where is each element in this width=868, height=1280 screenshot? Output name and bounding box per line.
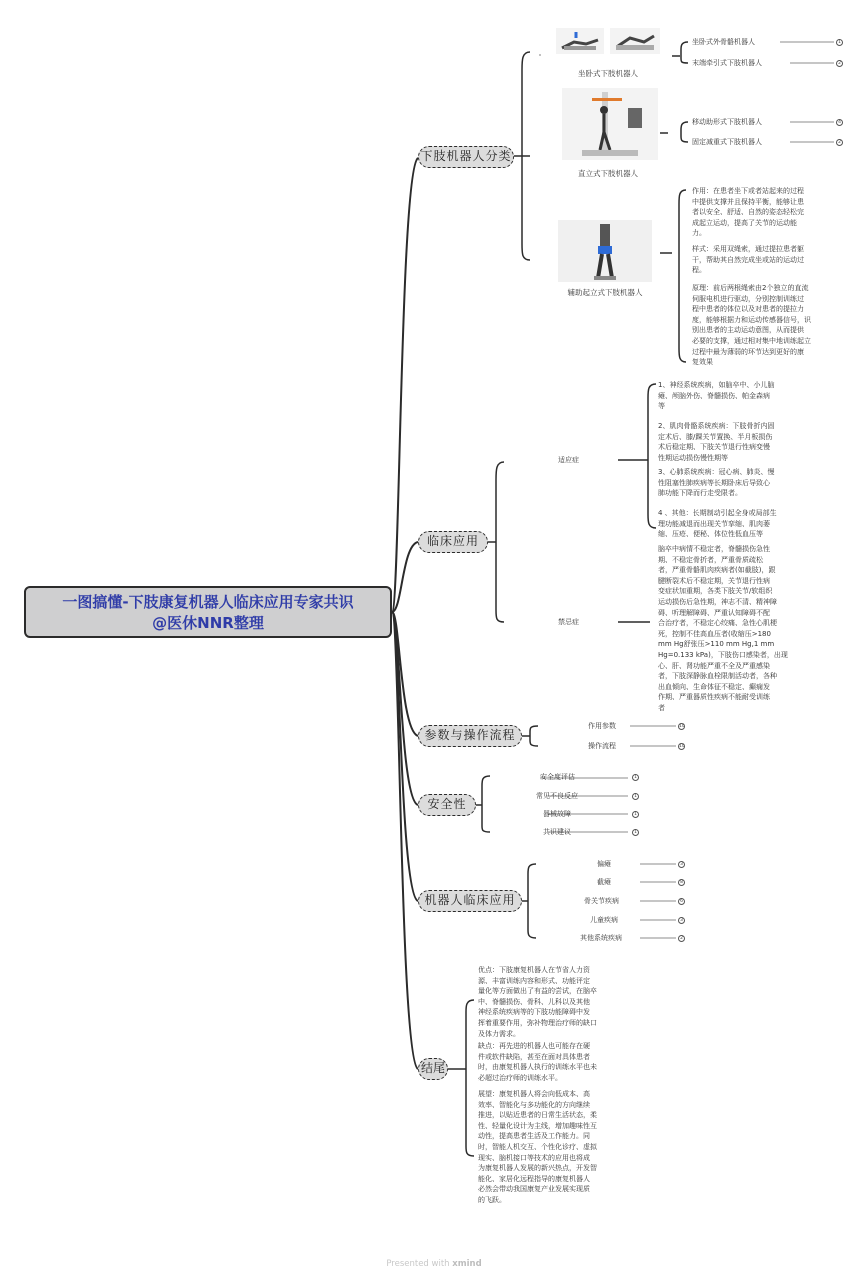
robotapp-item-5-count[interactable]: 2 [678, 935, 685, 942]
seated-item-2-count[interactable]: 2 [836, 60, 843, 67]
safety-item-3[interactable]: 器械故障 [543, 810, 571, 818]
upright-caption: 直立式下肢机器人 [578, 169, 638, 178]
root-title: 一图搞懂-下肢康复机器人临床应用专家共识 [62, 593, 354, 611]
branch-clinical[interactable]: 临床应用 [418, 531, 488, 553]
indication-3: 3、心肺系统疾病：冠心病、肺炎、慢 性阻塞性肺疾病等长期卧床后导致心 肺功能下降而行走受限者。 [658, 468, 775, 498]
robotapp-item-3-count[interactable]: 6 [678, 898, 685, 905]
safety-item-1-count[interactable]: 1 [632, 774, 639, 781]
contraindication-text: 脑卒中病情不稳定者，脊髓损伤急性 期、不稳定骨折者，严重骨质疏松 者，严重骨骼肌肉疾病者(如截肢)，跟 腱断裂术后不稳定期，关节退行性病 变症状加重期，各类下肢关节/软组织 运动损伤后急性期，神志不清、精神障 碍、听理解障碍、严重认知障碍不配 合治疗者，不稳定心绞痛、急性心肌梗 死，控制不佳高血压者(收缩压>180 mm Hg舒张压>110 mm Hg,1 mm Hg=0.133 kPa)，下肢伤口感染者，出现 心、肝、肾功能严重不全及严重感染 者，下肢深静脉血栓限制活动者，各种 出血倾向、生命体征不稳定、癫痫发 作期、严重器质性疾病不能耐受训练 者 [658, 545, 788, 712]
assist-function-text: 作用：在患者坐下或者站起来的过程 中提供支撑并且保持平衡，能够让患 者以安全、舒适、自然的姿态轻松完 成起立运动，提高了关节的运动能 力。 [692, 187, 804, 238]
indication-1: 1、神经系统疾病，如脑卒中、小儿脑 瘫、颅脑外伤、脊髓损伤、帕金森病 等 [658, 381, 775, 411]
seated-item-1[interactable]: 坐卧式外骨骼机器人 [692, 38, 755, 46]
robotapp-item-3[interactable]: 骨关节疾病 [584, 897, 619, 905]
branch-params[interactable]: 参数与操作流程 [418, 725, 522, 747]
ending-outlook: 展望：康复机器人将会向低成本、高 效率、智能化与多功能化的方向继续 推进，以贴近患者的日常生活状态，柔 性、轻量化设计为主线，增加趣味性互 动性，提高患者生活及工作能力。同 时，智能人机交互、个性化诊疗、虚拟 现实、脑机接口等技术的应用也将成 为康复机器人发展的新兴热点，开发智 能化、家居化远程指导的康复机器人 必然会带动我国康复产业发展实现质 的飞跃。 [478, 1090, 597, 1204]
indication-4: 4 、其他：长期制动引起全身或局部生 理功能减退而出现关节挛缩、肌肉萎 缩、压疮、便秘、体位性低血压等 [658, 509, 777, 539]
root-topic[interactable] [24, 586, 392, 638]
seated-item-2[interactable]: 末端牵引式下肢机器人 [692, 59, 762, 67]
robotapp-item-1[interactable]: 偏瘫 [597, 860, 611, 868]
upright-item-2-count[interactable]: 2 [836, 139, 843, 146]
indication-2: 2、肌肉骨骼系统疾病：下肢骨折内固 定术后、膝/踝关节置换、半月板损伤 术后稳定期、下肢关节退行性病变慢 性期运动损伤慢性期等 [658, 422, 775, 462]
seated-robot-image-2 [610, 28, 660, 54]
safety-item-4[interactable]: 共识建议 [543, 828, 571, 836]
params-item-1[interactable]: 作用参数 [588, 722, 616, 730]
branch-ending[interactable]: 结尾 [418, 1058, 448, 1080]
params-item-2[interactable]: 操作流程 [588, 742, 616, 750]
safety-item-2[interactable]: 常见不良反应 [536, 792, 578, 800]
footer [0, 1259, 868, 1269]
robotapp-item-2-count[interactable]: 8 [678, 879, 685, 886]
safety-item-2-count[interactable]: 1 [632, 793, 639, 800]
branch-safety[interactable]: 安全性 [418, 794, 476, 816]
upright-robot-image [562, 88, 658, 160]
params-item-2-count[interactable]: 10 [679, 744, 685, 749]
assist-robot-image [558, 220, 652, 282]
assist-principle-text: 原理：前后两根绳索由2个独立的直流 伺服电机进行驱动，分别控制训练过 程中患者的体位以及对患者的提拉力 度，能够根据力和运动传感器信号，识 别出患者的主动运动意图，从而提供 必要的支撑，通过相对集中地训练起立 过程中最为薄弱的环节达到更好的康 复效果 [692, 284, 811, 367]
seated-robot-image-1 [556, 28, 604, 54]
assist-style-text: 样式：采用双绳索，通过提拉患者躯 干，帮助其自然完成坐或站的运动过 程。 [692, 245, 804, 275]
ending-advantages: 优点：下肢康复机器人在节省人力资 源、丰富训练内容和形式、功能评定 量化等方面做出了有益的尝试，在脑卒 中、脊髓损伤、骨科、儿科以及其他 神经系统疾病等的下肢功能障碍中发 挥着重要作用，弥补物理治疗师的缺口 及体力需求。 [478, 966, 597, 1038]
footer-prefix: Presented with [386, 1259, 453, 1269]
params-item-1-count[interactable]: 10 [679, 724, 685, 729]
assist-caption: 辅助起立式下肢机器人 [567, 288, 643, 297]
branch-robot-application[interactable]: 机器人临床应用 [418, 890, 522, 912]
robotapp-item-2[interactable]: 截瘫 [597, 878, 611, 886]
footer-brand: xmind [452, 1259, 482, 1269]
seated-item-1-count[interactable]: 1 [836, 39, 843, 46]
upright-item-2[interactable]: 固定减重式下肢机器人 [692, 138, 762, 146]
contraindication-label[interactable]: 禁忌症 [558, 618, 579, 626]
indication-label[interactable]: 适应症 [558, 456, 579, 464]
upright-item-1-count[interactable]: 4 [836, 119, 843, 126]
root-subtitle: @医休NNR整理 [152, 614, 264, 632]
robotapp-item-5[interactable]: 其他系统疾病 [580, 934, 622, 942]
safety-item-4-count[interactable]: 1 [632, 829, 639, 836]
robotapp-item-4[interactable]: 儿童疾病 [590, 916, 618, 924]
safety-item-3-count[interactable]: 1 [632, 811, 639, 818]
robotapp-item-4-count[interactable]: 3 [678, 917, 685, 924]
robotapp-item-1-count[interactable]: 3 [678, 861, 685, 868]
branch-classification[interactable]: 下肢机器人分类 [418, 146, 514, 168]
ending-disadvantages: 缺点：再先进的机器人也可能存在硬 件或软件缺陷，甚至在面对具体患者 时，由康复机器人执行的训练水平也未 必超过治疗师的训练水平。 [478, 1042, 597, 1082]
seated-caption: 坐卧式下肢机器人 [578, 69, 638, 78]
upright-item-1[interactable]: 移动助形式下肢机器人 [692, 118, 762, 126]
safety-item-1[interactable]: 安全度评估 [540, 773, 575, 781]
